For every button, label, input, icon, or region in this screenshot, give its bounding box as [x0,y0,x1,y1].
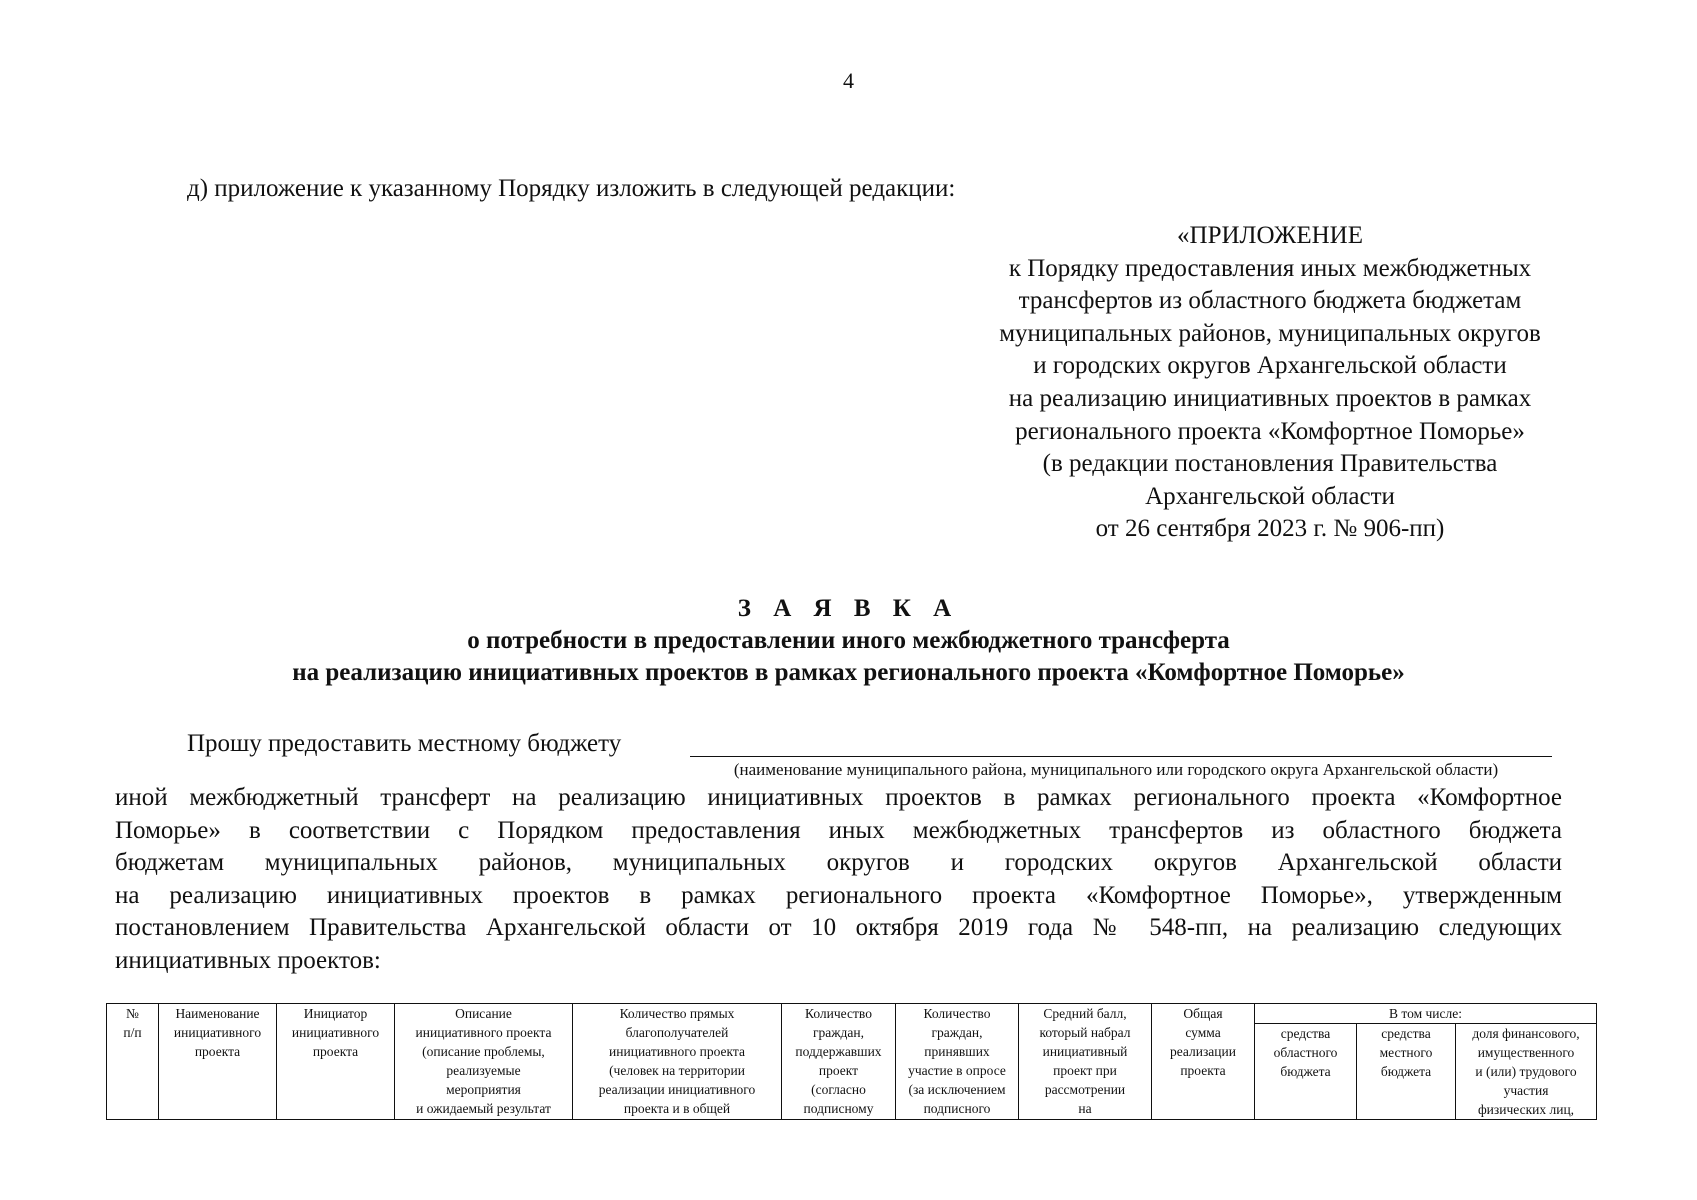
appendix-line: (в редакции постановления Правительства [1042,450,1498,478]
page-number: 4 [843,68,854,93]
appendix-line: трансфертов из областного бюджета бюджетам [1018,287,1522,315]
table-subheader-cell: доля финансового, имущественного и (или) трудового участия физических лиц, [1456,1024,1597,1120]
body-line: инициативных проектов: [115,946,381,974]
projects-table [106,1003,1597,1120]
appendix-line: и городских округов Архангельской области [1033,352,1507,380]
table-header-cell: Количество прямых благополучателей инициативного проекта (человек на территории реализации инициативного проекта и в общей [573,1004,782,1120]
body-line: Поморье» в соответствии с Порядком предоставления иных межбюджетных трансфертов из областного бюджета [115,816,1562,844]
table-header-cell: Общая сумма реализации проекта [1152,1004,1255,1120]
municipality-blank-caption: (наименование муниципального района, муниципального или городского округа Архангельской области) [733,760,1499,779]
body-line: бюджетам муниципальных районов, муниципальных округов и городских округов Архангельской области [115,849,1562,877]
body-line: постановлением Правительства Архангельской области от 10 октября 2019 года № 548-пп, на реализацию следующих [115,914,1562,942]
table-header-cell: Описание инициативного проекта (описание проблемы, реализуемые мероприятия и ожидаемый результат [395,1004,573,1120]
body-line: на реализацию инициативных проектов в рамках регионального проекта «Комфортное Поморье», утвержденным [115,881,1562,909]
title-line-1: о потребности в предоставлении иного межбюджетного трансферта [467,627,1230,654]
appendix-line: к Порядку предоставления иных межбюджетных [1008,254,1532,282]
document-title [0,593,1697,689]
table-header-cell: Инициатор инициативного проекта [277,1004,395,1120]
municipality-blank-line [690,756,1552,757]
appendix-line: Архангельской области [1145,482,1395,510]
title-heading: З А Я В К А [737,595,960,622]
appendix-line: муниципальных районов, муниципальных округов [999,319,1541,347]
table-header-cell: Количество граждан, поддержавших проект (согласно подписному [782,1004,896,1120]
appendix-line: на реализацию инициативных проектов в рамках [1008,384,1532,412]
table-header-cell: Средний балл, который набрал инициативный проект при рассмотрении на [1019,1004,1152,1120]
table-header-cell: Количество граждан, принявших участие в опросе (за исключением подписного [896,1004,1019,1120]
table-group-header: В том числе: [1255,1004,1597,1024]
body-paragraph [115,782,1562,978]
body-line: иной межбюджетный трансферт на реализацию инициативных проектов в рамках регионального проекта «Комфортное [115,784,1562,811]
intro-line: д) приложение к указанному Порядку изложить в следующей редакции: [187,175,956,202]
appendix-header [940,220,1600,546]
table-header-cell: № п/п [107,1004,159,1120]
appendix-line: от 26 сентября 2023 г. № 906-пп) [1095,515,1445,543]
table-subheader-cell: средства областного бюджета [1255,1024,1357,1120]
request-lead: Прошу предоставить местному бюджету [187,730,622,757]
appendix-line: регионального проекта «Комфортное Поморье» [1015,417,1525,445]
title-line-2: на реализацию инициативных проектов в рамках регионального проекта «Комфортное Поморье» [292,659,1405,686]
table-header-cell: Наименование инициативного проекта [159,1004,277,1120]
appendix-line: «ПРИЛОЖЕНИЕ [1177,222,1363,249]
table-subheader-cell: средства местного бюджета [1357,1024,1456,1120]
